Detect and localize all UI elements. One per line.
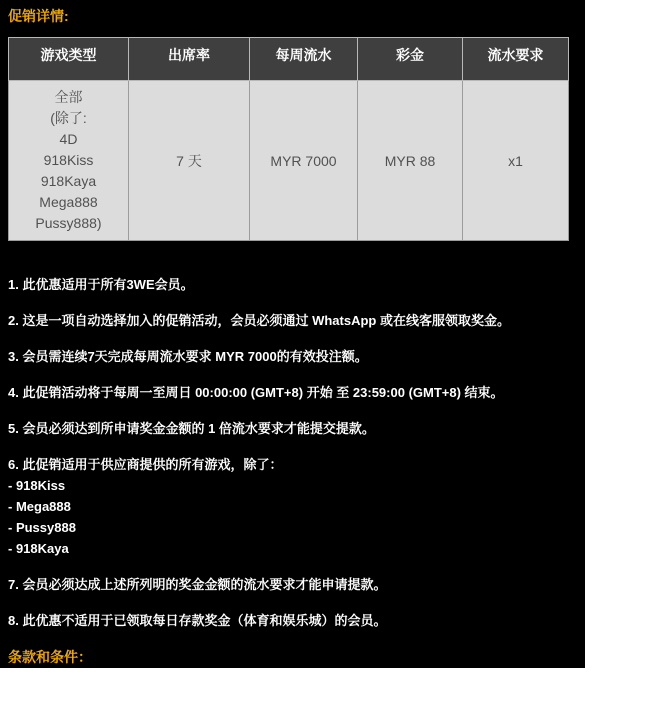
term-4: 4. 此促销活动将于每周一至周日 00:00:00 (GMT+8) 开始 至 23:59:00 (GMT+8) 结束。 [8, 385, 504, 400]
col-header-weekly-turnover: 每周流水 [250, 38, 358, 81]
col-header-game-type: 游戏类型 [9, 38, 129, 81]
game-type-line: 全部 [54, 89, 83, 105]
terms-list [8, 277, 585, 628]
game-type-line: 918Kiss [43, 152, 94, 168]
excluded-game-918kaya: - 918Kaya [8, 541, 69, 556]
term-1: 1. 此优惠适用于所有3WE会员。 [8, 277, 194, 292]
cell-bonus: MYR 88 [358, 81, 463, 241]
game-type-line: 4D [59, 131, 78, 147]
col-header-bonus: 彩金 [358, 38, 463, 81]
col-header-attendance: 出席率 [129, 38, 250, 81]
game-type-line: Pussy888) [35, 215, 102, 231]
game-type-line: 918Kaya [40, 173, 97, 189]
game-type-line: Mega888 [39, 194, 98, 210]
term-7: 7. 会员必须达成上述所列明的奖金金额的流水要求才能申请提款。 [8, 577, 387, 592]
table-header-row [9, 38, 569, 81]
terms-conditions-heading: 条款和条件： [8, 649, 92, 665]
term-2: 2. 这是一项自动选择加入的促销活动，会员必须通过 WhatsApp 或在线客服领取奖金。 [8, 313, 510, 328]
term-5: 5. 会员必须达到所申请奖金金额的 1 倍流水要求才能提交提款。 [8, 421, 375, 436]
promo-table [8, 37, 569, 241]
excluded-game-918kiss: - 918Kiss [8, 478, 66, 493]
term-6: 6. 此促销适用于供应商提供的所有游戏，除了： [8, 457, 283, 472]
table-row [9, 81, 569, 241]
excluded-game-mega888: - Mega888 [8, 499, 71, 514]
term-8: 8. 此优惠不适用于已领取每日存款奖金（体育和娱乐城）的会员。 [8, 613, 387, 628]
excluded-game-pussy888: - Pussy888 [8, 520, 76, 535]
cell-game-type [9, 81, 129, 241]
term-3: 3. 会员需连续7天完成每周流水要求 MYR 7000的有效投注额。 [8, 349, 368, 364]
cell-attendance: 7 天 [129, 81, 250, 241]
col-header-turnover-requirement: 流水要求 [463, 38, 569, 81]
cell-weekly-turnover: MYR 7000 [250, 81, 358, 241]
game-type-line: (除了: [50, 110, 87, 126]
cell-turnover-requirement: x1 [463, 81, 569, 241]
promo-details-heading: 促销详情: [8, 8, 69, 24]
